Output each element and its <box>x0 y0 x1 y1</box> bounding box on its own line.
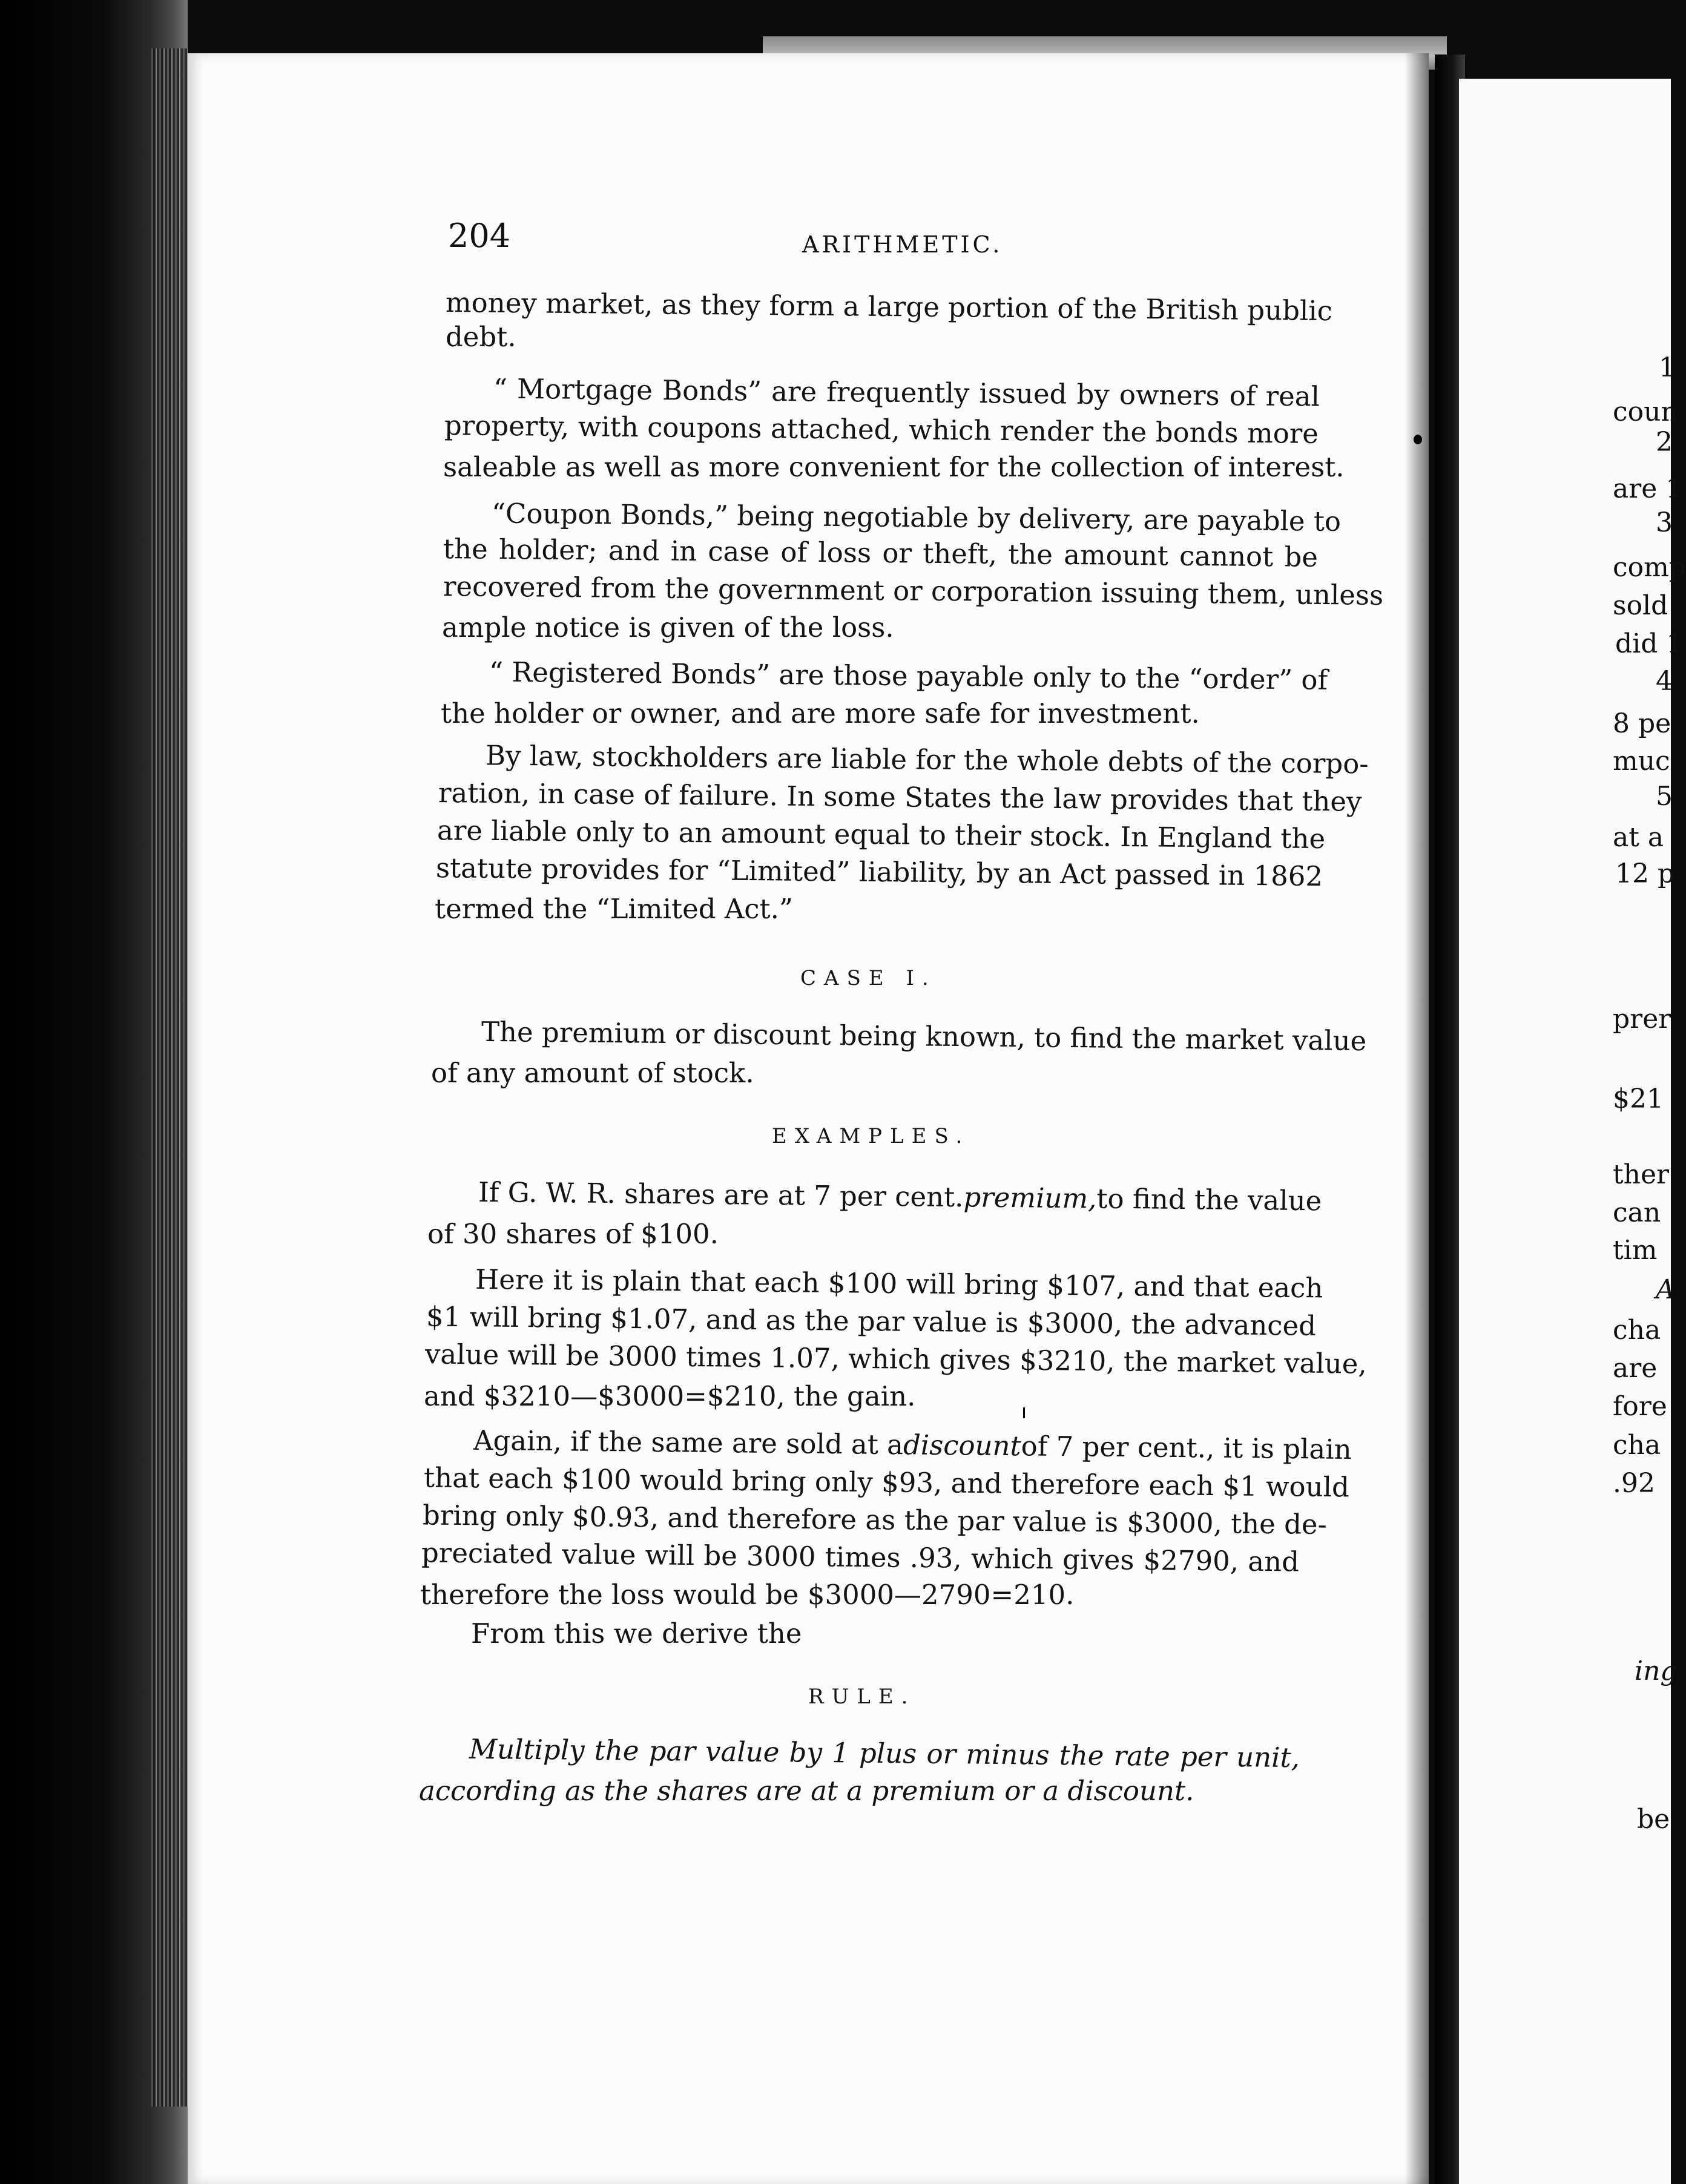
text-line: recovered from the government or corporation issuing them, unless <box>443 570 1384 611</box>
facing-text: 3 <box>1656 507 1673 538</box>
facing-text: .92 <box>1613 1468 1655 1499</box>
text-line: of any amount of stock. <box>431 1057 754 1089</box>
facing-text: tim <box>1613 1235 1658 1266</box>
ink-speck <box>1023 1407 1025 1418</box>
italic-run: discount <box>903 1429 1021 1462</box>
text-run: Again, if the same are sold at a <box>473 1424 904 1461</box>
book-page <box>188 53 1429 2184</box>
facing-text: coun <box>1613 396 1678 427</box>
facing-text: A <box>1656 1274 1675 1305</box>
facing-text: ther <box>1613 1159 1670 1190</box>
facing-text: are <box>1613 1353 1658 1384</box>
facing-text: 8 pe <box>1613 708 1671 739</box>
facing-text: cha <box>1613 1430 1661 1461</box>
text-line: therefore the loss would be $3000—2790=210. <box>420 1579 1075 1611</box>
facing-text: cha <box>1613 1315 1661 1346</box>
facing-text: muc <box>1613 746 1670 777</box>
page-number: 204 <box>448 217 511 255</box>
facing-text: 5 <box>1656 781 1673 812</box>
text-line: From this we derive the <box>471 1617 802 1650</box>
running-head: ARITHMETIC. <box>802 231 1003 258</box>
text-line: the holder or owner, and are more safe for investment. <box>441 697 1200 729</box>
text-line: termed the “Limited Act.” <box>435 893 793 925</box>
text-line: of 30 shares of $100. <box>427 1218 719 1250</box>
facing-text: $21 <box>1613 1084 1664 1114</box>
text-line: value will be 3000 times 1.07, which gives $3210, the market value, <box>424 1338 1367 1380</box>
text-line: the holder; and in case of loss or theft, the amount cannot be <box>443 533 1319 573</box>
text-line: “ Registered Bonds” are those payable only to the “order” of <box>489 656 1328 696</box>
text-line: ration, in case of failure. In some States the law provides that they <box>438 777 1362 818</box>
facing-text: be <box>1637 1804 1670 1835</box>
facing-page <box>1459 79 1671 2184</box>
text-line: Here it is plain that each $100 will bring $107, and that each <box>475 1263 1323 1304</box>
rule-text: according as the shares are at a premium or a discount. <box>419 1775 1194 1807</box>
text-line: property, with coupons attached, which render the bonds more <box>444 409 1319 450</box>
text-line: are liable only to an amount equal to their stock. In England the <box>436 814 1326 855</box>
text-run: to find the value <box>1096 1182 1322 1217</box>
facing-text: sold <box>1613 590 1668 621</box>
section-heading: CASE I. <box>800 966 937 990</box>
facing-text: at a <box>1613 822 1664 853</box>
text-line: By law, stockholders are liable for the whole debts of the corpo- <box>485 739 1369 780</box>
text-line: money market, as they form a large portion of the British public <box>445 286 1333 327</box>
ink-speck <box>1414 435 1422 444</box>
text-run: of 7 per cent., it is plain <box>1021 1430 1352 1466</box>
text-line: “Coupon Bonds,” being negotiable by delivery, are payable to <box>491 497 1342 538</box>
text-line: and $3210—$3000=$210, the gain. <box>424 1380 916 1412</box>
text-line: “ Mortgage Bonds” are frequently issued by owners of real <box>493 372 1320 413</box>
page-shadow <box>1404 53 1429 2184</box>
facing-text: did 1 <box>1615 628 1684 659</box>
facing-text: comp <box>1613 552 1686 583</box>
facing-text: can <box>1613 1197 1661 1228</box>
facing-text: prer <box>1613 1004 1671 1034</box>
section-heading: RULE. <box>808 1685 916 1709</box>
facing-text: 4 <box>1656 666 1673 697</box>
rule-text: Multiply the par value by 1 plus or minus the rate per unit, <box>469 1732 1300 1774</box>
text-line: $1 will bring $1.07, and as the par value is $3000, the advanced <box>426 1300 1317 1342</box>
page-edges <box>151 48 188 2107</box>
facing-text: 1 <box>1659 352 1676 383</box>
italic-run: premium, <box>963 1181 1097 1215</box>
text-line: saleable as well as more convenient for the collection of interest. <box>443 451 1345 483</box>
text-line: statute provides for “Limited” liability, by an Act passed in 1862 <box>435 852 1323 893</box>
text-line: preciated value will be 3000 times .93, which gives $2790, and <box>421 1536 1300 1578</box>
facing-text: 12 p <box>1615 858 1675 889</box>
text-line: that each $100 would bring only $93, and therefore each $1 would <box>423 1461 1350 1504</box>
text-run: If G. W. R. shares are at 7 per cent. <box>478 1176 964 1214</box>
section-heading: EXAMPLES. <box>772 1124 970 1148</box>
facing-text: are 1 <box>1613 473 1683 504</box>
text-line: The premium or discount being known, to find the market value <box>481 1015 1367 1057</box>
text-line: bring only $0.93, and therefore as the par value is $3000, the de- <box>422 1499 1328 1541</box>
text-line: ample notice is given of the loss. <box>442 611 894 643</box>
facing-text: 2 <box>1656 427 1673 458</box>
text-line: debt. <box>446 321 516 353</box>
facing-text: ing <box>1635 1656 1678 1686</box>
facing-text: fore <box>1613 1391 1667 1422</box>
